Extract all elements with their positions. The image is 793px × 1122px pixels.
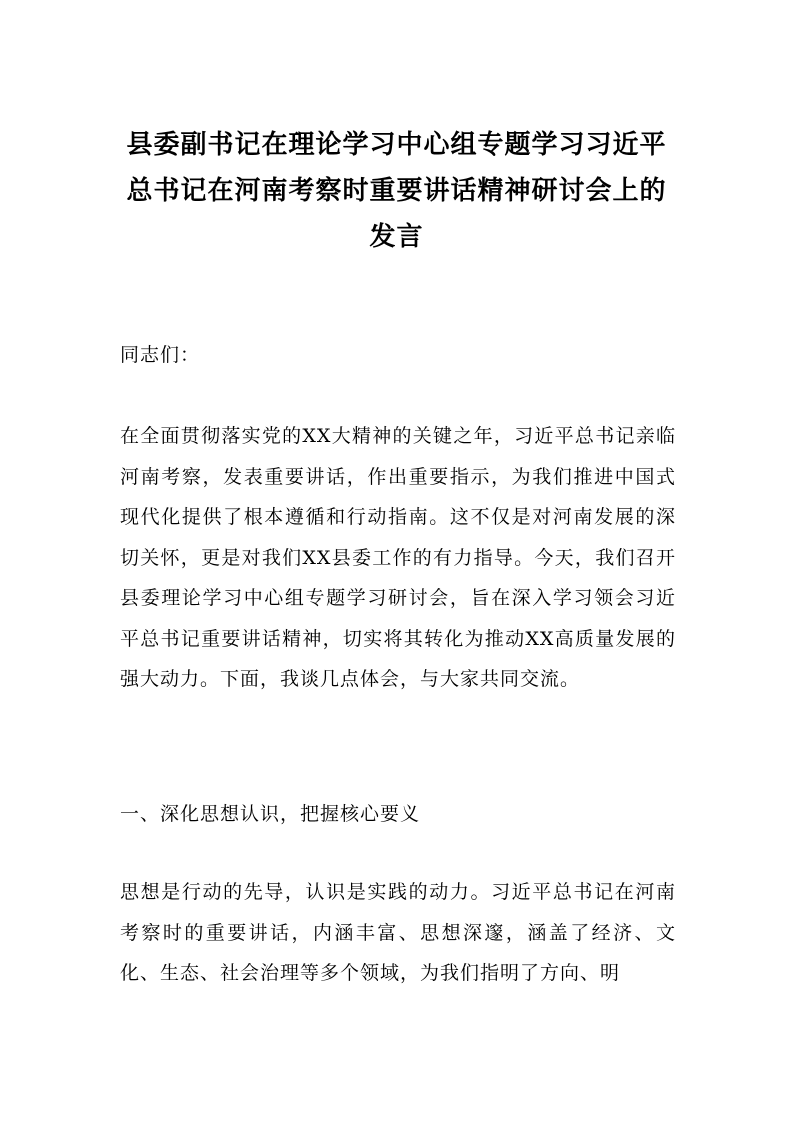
- section-paragraph: 思想是行动的先导，认识是实践的动力。习近平总书记在河南考察时的重要讲话，内涵丰富、思想深邃，涵盖了经济、文化、生态、社会治理等多个领域，为我们指明了方向、明: [120, 881, 676, 984]
- document-title: 县委副书记在理论学习中心组专题学习习近平总书记在河南考察时重要讲话精神研讨会上的发言: [126, 130, 667, 252]
- intro-paragraph: 在全面贯彻落实党的XX大精神的关键之年，习近平总书记亲临河南考察，发表重要讲话，作出重要指示，为我们推进中国式现代化提供了根本遵循和行动指南。这不仅是对河南发展的深切关怀，更是对我们XX县委工作的有力指导。今天，我们召开县委理论学习中心组专题学习研讨会，旨在深入学习领会习近平总书记重要讲话精神，切实将其转化为推动XX高质量发展的强大动力。下面，我谈几点体会，与大家共同交流。: [120, 425, 676, 690]
- salutation: 同志们：: [120, 344, 201, 366]
- section-heading: 一、深化思想认识，把握核心要义: [120, 803, 421, 825]
